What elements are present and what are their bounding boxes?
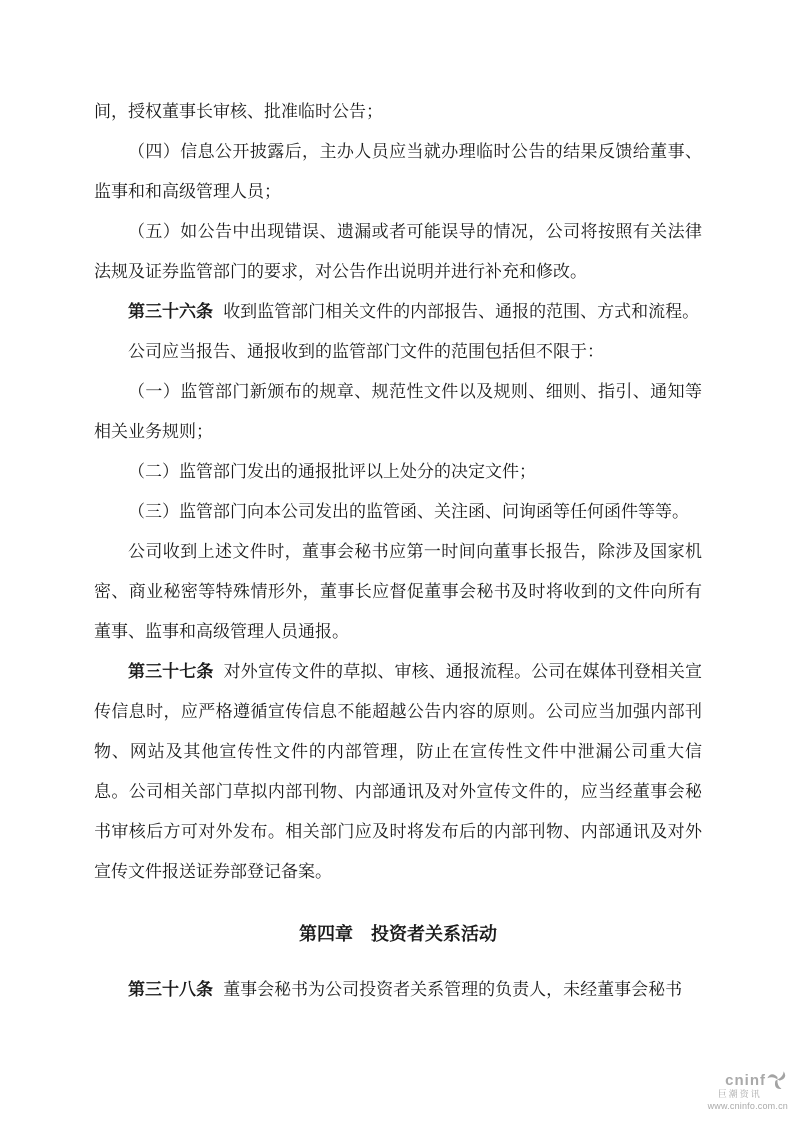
- scope-item-3: [94, 492, 702, 532]
- paragraph-text: 董事会秘书为公司投资者关系管理的负责人，未经董事会秘书: [223, 980, 683, 999]
- paragraph-text: （二）监管部门发出的通报批评以上处分的决定文件；: [128, 462, 536, 481]
- article-36-scope-intro: [94, 332, 702, 372]
- scope-item-2: [94, 452, 702, 492]
- cninfo-url: www.cninfo.com.cn: [707, 1101, 788, 1112]
- paragraph-text: （四）信息公开披露后，主办人员应当就办理临时公告的结果反馈给董事、监事和和高级管理人员；: [94, 142, 702, 201]
- paragraph-text: （一）监管部门新颁布的规章、规范性文件以及规则、细则、指引、通知等相关业务规则；: [94, 382, 702, 441]
- paragraph-continued: [94, 92, 702, 132]
- paragraph-text: 间，授权董事长审核、批准临时公告；: [94, 102, 383, 121]
- cninfo-site-name: 巨潮资讯: [717, 1089, 762, 1100]
- clause-item-5: [94, 212, 702, 292]
- article-37: [94, 652, 702, 892]
- cninfo-watermark: [708, 1072, 788, 1112]
- article-38: [94, 970, 702, 1010]
- article-37-number: 第三十七条: [128, 662, 214, 681]
- paragraph-text: 收到监管部门相关文件的内部报告、通报的范围、方式和流程。: [223, 302, 700, 321]
- article-38-number: 第三十八条: [128, 980, 213, 999]
- document-body: [94, 92, 702, 1010]
- paragraph-text: （五）如公告中出现错误、遗漏或者可能误导的情况，公司将按照有关法律法规及证券监管部门的要求，对公告作出说明并进行补充和修改。: [94, 222, 702, 281]
- paragraph-text: （三）监管部门向本公司发出的监管函、关注函、问询函等任何函件等等。: [128, 502, 689, 521]
- cninfo-logo-row: [708, 1072, 788, 1090]
- report-procedure: [94, 532, 702, 652]
- scope-item-1: [94, 372, 702, 452]
- paragraph-text: 公司收到上述文件时，董事会秘书应第一时间向董事长报告，除涉及国家机密、商业秘密等特殊情形外，董事长应督促董事会秘书及时将收到的文件向所有董事、监事和高级管理人员通报。: [94, 542, 702, 641]
- chapter-4-heading: 第四章 投资者关系活动: [299, 924, 497, 944]
- paragraph-text: 公司应当报告、通报收到的监管部门文件的范围包括但不限于：: [128, 342, 604, 361]
- cninfo-swirl-icon: [767, 1069, 788, 1090]
- article-36-number: 第三十六条: [128, 302, 213, 321]
- paragraph-text: 对外宣传文件的草拟、审核、通报流程。公司在媒体刊登相关宣传信息时，应严格遵循宣传信息不能超越公告内容的原则。公司应当加强内部刊物、网站及其他宣传性文件的内部管理，防止在宣传性文件中泄漏公司重大信息。公司相关部门草拟内部刊物、内部通讯及对外宣传文件的，应当经董事会秘书审核后方可对外发布。相关部门应及时将发布后的内部刊物、内部通讯及对外宣传文件报送证券部登记备案。: [94, 662, 703, 881]
- cninfo-brand-text: cninf: [725, 1071, 766, 1089]
- article-36: [94, 292, 702, 332]
- clause-item-4: [94, 132, 702, 212]
